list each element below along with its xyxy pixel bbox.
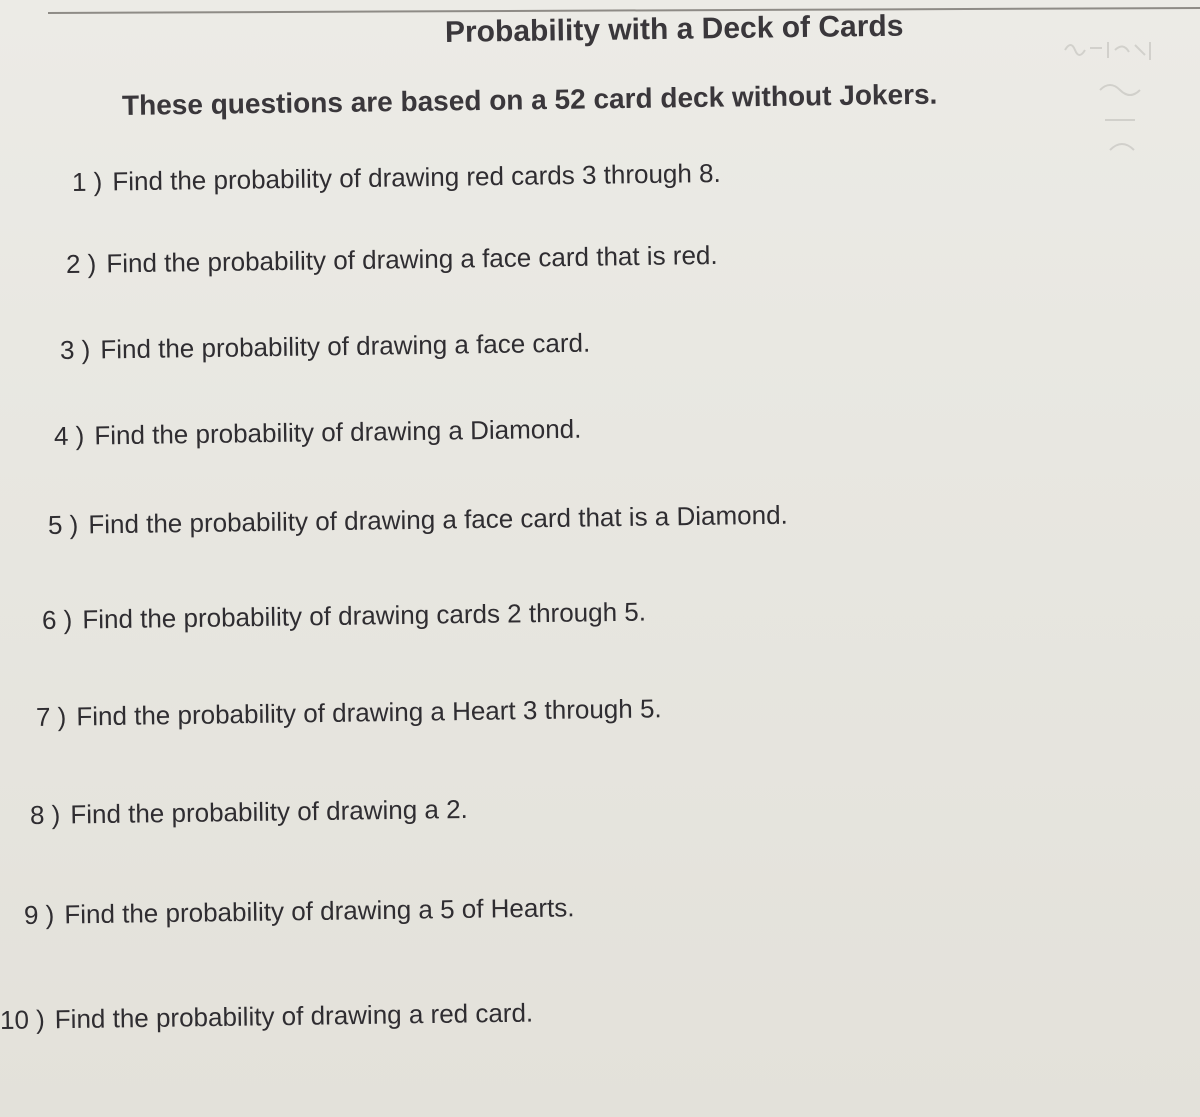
question-number: 5 ) — [47, 509, 79, 540]
question-number: 7 ) — [35, 701, 67, 732]
question-8 — [30, 794, 468, 831]
question-text: Find the probability of drawing a face card that is red. — [106, 239, 718, 279]
question-number: 9 ) — [23, 899, 55, 930]
question-text: Find the probability of drawing a red card. — [54, 997, 534, 1035]
question-text: Find the probability of drawing a face card that is a Diamond. — [88, 499, 788, 540]
question-7 — [36, 693, 662, 733]
question-text: Find the probability of drawing cards 2 through 5. — [82, 596, 647, 635]
question-1 — [72, 158, 721, 198]
question-text: Find the probability of drawing a 5 of Hearts. — [64, 892, 575, 930]
question-number: 6 ) — [41, 604, 73, 635]
question-number: 3 ) — [59, 334, 91, 365]
question-3 — [60, 328, 591, 366]
question-4 — [54, 414, 582, 452]
question-2 — [66, 240, 718, 280]
question-text: Find the probability of drawing a face card. — [100, 327, 591, 365]
question-6 — [42, 597, 646, 636]
question-number: 10 ) — [0, 1004, 46, 1035]
question-text: Find the probability of drawing a 2. — [70, 793, 468, 830]
question-9 — [24, 892, 575, 931]
question-text: Find the probability of drawing red cards 3 through 8. — [112, 157, 721, 197]
question-number: 2 ) — [65, 248, 97, 279]
bleed-through-pencil-marks — [1060, 30, 1200, 190]
page-title: Probability with a Deck of Cards — [444, 9, 904, 49]
question-10 — [0, 998, 533, 1036]
question-number: 4 ) — [53, 420, 85, 451]
question-text: Find the probability of drawing a Diamond. — [94, 413, 582, 451]
question-number: 1 ) — [71, 166, 103, 197]
question-5 — [48, 500, 788, 541]
page-subtitle: These questions are based on a 52 card deck without Jokers. — [121, 78, 938, 121]
question-text: Find the probability of drawing a Heart 3 through 5. — [76, 693, 662, 732]
question-number: 8 ) — [29, 799, 61, 830]
